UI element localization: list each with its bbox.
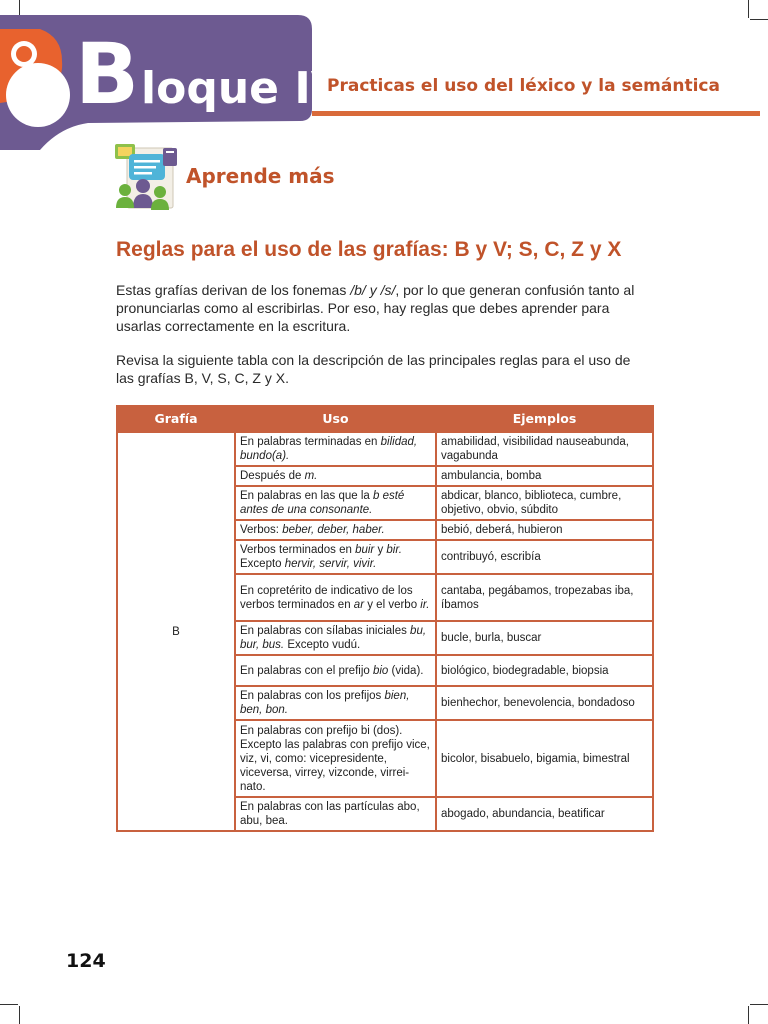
bloque-rest: loque IV	[141, 63, 345, 114]
uso-cell	[235, 686, 436, 720]
table-row	[117, 432, 653, 466]
uso-cell	[235, 466, 436, 486]
aprende-mas-label: Aprende más	[186, 164, 335, 188]
italic-text: m.	[304, 470, 318, 482]
uso-cell	[235, 486, 436, 520]
uso-cell	[235, 655, 436, 686]
bloque-title	[75, 25, 345, 123]
grafia-cell: B	[117, 432, 235, 831]
intro-paragraph	[116, 281, 652, 335]
crop-mark	[0, 1004, 18, 1005]
instruction-paragraph	[116, 351, 652, 387]
text-segment: Estas grafías derivan de los fonemas	[116, 282, 351, 298]
italic-text: bio	[372, 664, 389, 677]
italic-text: bilidad, bundo(a).	[240, 436, 418, 462]
uso-cell	[235, 621, 436, 655]
crop-mark	[750, 1004, 768, 1005]
italic-text: hervir, servir, vivir.	[284, 558, 377, 570]
italic-text: ar	[353, 598, 365, 611]
ejemplos-cell: bucle, burla, buscar	[436, 621, 653, 655]
uso-cell	[235, 432, 436, 466]
text-segment: En copretérito de indicativo de los verbos terminados en	[240, 584, 413, 611]
table-header-row	[117, 406, 653, 432]
uso-cell	[235, 720, 436, 797]
page-number: 124	[66, 950, 106, 972]
text-segment: Verbos terminados en	[240, 544, 356, 556]
column-header-grafia: Grafía	[117, 406, 235, 432]
crop-mark	[748, 1006, 749, 1024]
italic-text: buir	[355, 544, 375, 556]
table-body	[117, 432, 653, 831]
text-segment: Revisa la siguiente tabla con la descripción de las principales reglas para el uso de las grafías B, V, S, C, Z y X.	[116, 352, 631, 386]
ejemplos-cell: amabilidad, visibilidad nauseabunda, vagabunda	[436, 432, 653, 466]
italic-text: bir.	[386, 544, 402, 556]
text-segment: Excepto vudú.	[284, 639, 361, 651]
column-header-ejemplos: Ejemplos	[436, 406, 653, 432]
text-segment: Excepto	[240, 558, 285, 570]
bloque-initial: B	[75, 25, 140, 123]
text-segment: En palabras con el prefijo	[240, 664, 373, 677]
aprende-mas-icon	[113, 142, 185, 214]
text-segment: En palabras con prefijo bi (dos). Excepto las palabras con prefijo vice, viz, vi, como: vicepresidente, viceversa, virrey, vizconde, virrei-nato.	[240, 724, 430, 793]
uso-cell	[235, 540, 436, 574]
ejemplos-cell: abdicar, blanco, biblioteca, cumbre, objetivo, obvio, súbdito	[436, 486, 653, 520]
ejemplos-cell: contribuyó, escribía	[436, 540, 653, 574]
text-segment: Después de	[240, 470, 305, 482]
ejemplos-cell: biológico, biodegradable, biopsia	[436, 655, 653, 686]
column-header-uso: Uso	[235, 406, 436, 432]
text-segment: Verbos:	[240, 524, 283, 536]
ejemplos-cell: ambulancia, bomba	[436, 466, 653, 486]
text-segment: En palabras terminadas en	[240, 436, 381, 448]
uso-cell	[235, 574, 436, 621]
crop-mark	[19, 1006, 20, 1024]
section-title: Reglas para el uso de las grafías: B y V; S, C, Z y X	[116, 238, 622, 261]
text-segment: y	[374, 544, 387, 556]
italic-text: ir.	[420, 598, 430, 611]
ejemplos-cell: bicolor, bisabuelo, bigamia, bimestral	[436, 720, 653, 797]
italic-text: b esté antes de una consonante.	[240, 490, 405, 516]
italic-text: beber, deber, haber.	[282, 524, 385, 536]
text-segment: (vida).	[388, 664, 424, 677]
italic-text: bien, ben, bon.	[240, 690, 410, 716]
text-segment: En palabras con las partículas abo, abu, bea.	[240, 801, 420, 827]
text-segment: En palabras con los prefijos	[240, 690, 385, 702]
text-segment: En palabras en las que la	[240, 490, 373, 502]
text-segment: , por lo que generan confusión tanto al pronunciarlas como al escribirlas. Por eso, hay reglas que debes aprender para usarlas correctamente en la escritura.	[116, 282, 635, 334]
italic-text: /b/ y /s/	[350, 282, 396, 298]
italic-text: bu, bur, bus.	[240, 625, 427, 651]
header-subtitle: Practicas el uso del léxico y la semántica	[327, 76, 720, 96]
ejemplos-cell: bebió, deberá, hubieron	[436, 520, 653, 540]
rules-table	[116, 405, 654, 832]
ejemplos-cell: abogado, abundancia, beatificar	[436, 797, 653, 831]
text-segment: y el verbo	[364, 598, 421, 611]
ejemplos-cell: bienhechor, benevolencia, bondadoso	[436, 686, 653, 720]
text-segment: En palabras con sílabas iniciales	[240, 625, 411, 637]
uso-cell	[235, 797, 436, 831]
uso-cell	[235, 520, 436, 540]
ejemplos-cell: cantaba, pegábamos, tropezabas iba, íbamos	[436, 574, 653, 621]
